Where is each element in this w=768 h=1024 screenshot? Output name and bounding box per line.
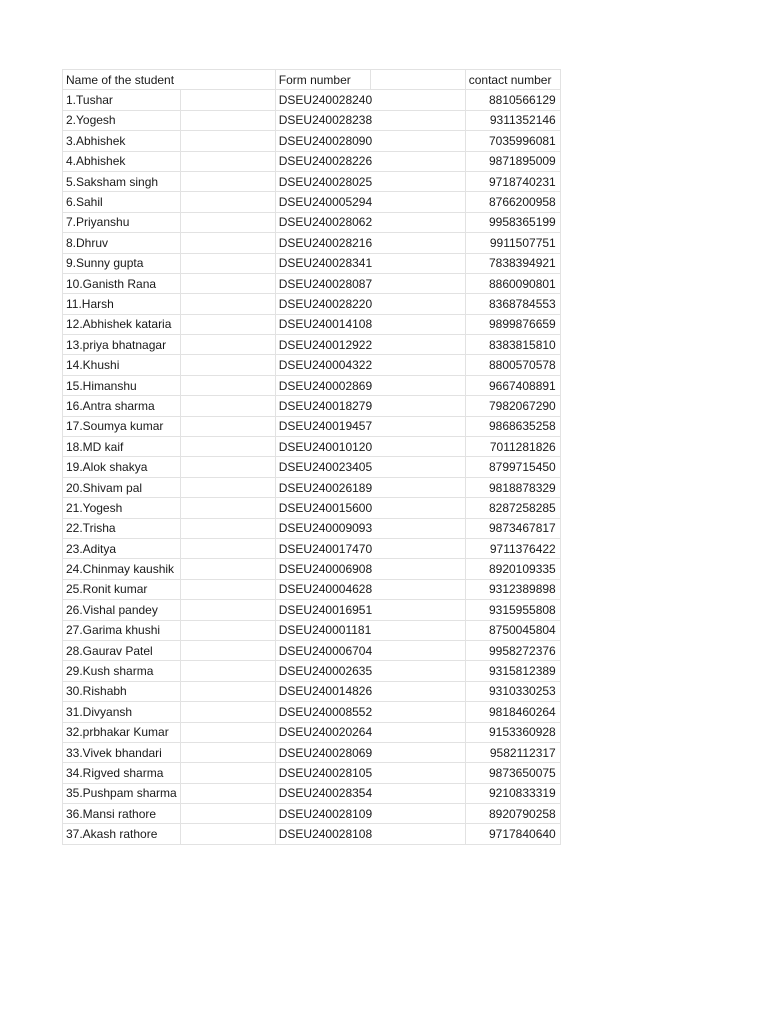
form-number-cell: DSEU240028238 — [275, 110, 465, 130]
student-name-cell: 26.Vishal pandey — [63, 600, 181, 620]
table-row — [63, 498, 561, 518]
student-name-cell: 37.Akash rathore — [63, 824, 181, 844]
table-row — [63, 437, 561, 457]
student-name-cell: 7.Priyanshu — [63, 212, 181, 232]
name-spill-cell — [180, 702, 275, 722]
form-number-cell: DSEU240006908 — [275, 559, 465, 579]
table-row — [63, 824, 561, 844]
contact-number-cell: 9818460264 — [465, 702, 560, 722]
header-form-number: Form number — [275, 70, 370, 90]
name-spill-cell — [180, 538, 275, 558]
table-row — [63, 171, 561, 191]
contact-number-cell: 9958272376 — [465, 640, 560, 660]
name-spill-cell — [180, 355, 275, 375]
table-row — [63, 110, 561, 130]
contact-number-cell: 9873467817 — [465, 518, 560, 538]
contact-number-cell: 9310330253 — [465, 681, 560, 701]
contact-number-cell: 9312389898 — [465, 579, 560, 599]
name-spill-cell — [180, 151, 275, 171]
student-name-cell: 30.Rishabh — [63, 681, 181, 701]
header-row — [63, 70, 561, 90]
contact-number-cell: 7035996081 — [465, 131, 560, 151]
table-row — [63, 600, 561, 620]
name-spill-cell — [180, 131, 275, 151]
student-rows — [63, 90, 561, 844]
form-number-cell: DSEU240028240 — [275, 90, 465, 110]
form-number-cell: DSEU240028216 — [275, 233, 465, 253]
table-row — [63, 518, 561, 538]
contact-number-cell: 8800570578 — [465, 355, 560, 375]
name-spill-cell — [180, 640, 275, 660]
student-name-cell: 10.Ganisth Rana — [63, 273, 181, 293]
name-spill-cell — [180, 579, 275, 599]
name-spill-cell — [180, 396, 275, 416]
table-row — [63, 763, 561, 783]
student-name-cell: 23.Aditya — [63, 538, 181, 558]
form-number-cell: DSEU240019457 — [275, 416, 465, 436]
table-row — [63, 457, 561, 477]
student-name-cell: 4.Abhishek — [63, 151, 181, 171]
student-name-cell: 8.Dhruv — [63, 233, 181, 253]
name-spill-cell — [180, 335, 275, 355]
contact-number-cell: 9958365199 — [465, 212, 560, 232]
student-name-cell: 6.Sahil — [63, 192, 181, 212]
table-row — [63, 742, 561, 762]
contact-number-cell: 9153360928 — [465, 722, 560, 742]
contact-number-cell: 9315812389 — [465, 661, 560, 681]
table-row — [63, 579, 561, 599]
student-name-cell: 1.Tushar — [63, 90, 181, 110]
contact-number-cell: 7982067290 — [465, 396, 560, 416]
student-name-cell: 20.Shivam pal — [63, 477, 181, 497]
student-name-cell: 22.Trisha — [63, 518, 181, 538]
form-number-cell: DSEU240028087 — [275, 273, 465, 293]
name-spill-cell — [180, 110, 275, 130]
name-spill-cell — [180, 416, 275, 436]
table-row — [63, 681, 561, 701]
form-number-cell: DSEU240026189 — [275, 477, 465, 497]
form-number-cell: DSEU240012922 — [275, 335, 465, 355]
name-spill-cell — [180, 498, 275, 518]
contact-number-cell: 9873650075 — [465, 763, 560, 783]
table-row — [63, 273, 561, 293]
student-name-cell: 28.Gaurav Patel — [63, 640, 181, 660]
contact-number-cell: 8766200958 — [465, 192, 560, 212]
name-spill-cell — [180, 273, 275, 293]
table-row — [63, 538, 561, 558]
header-empty-cell — [370, 70, 465, 90]
table-row — [63, 661, 561, 681]
table-row — [63, 620, 561, 640]
contact-number-cell: 9871895009 — [465, 151, 560, 171]
name-spill-cell — [180, 518, 275, 538]
contact-number-cell: 9311352146 — [465, 110, 560, 130]
table-row — [63, 783, 561, 803]
form-number-cell: DSEU240023405 — [275, 457, 465, 477]
form-number-cell: DSEU240028025 — [275, 171, 465, 191]
contact-number-cell: 9582112317 — [465, 742, 560, 762]
contact-number-cell: 8287258285 — [465, 498, 560, 518]
form-number-cell: DSEU240004628 — [275, 579, 465, 599]
student-name-cell: 19.Alok shakya — [63, 457, 181, 477]
form-number-cell: DSEU240006704 — [275, 640, 465, 660]
form-number-cell: DSEU240020264 — [275, 722, 465, 742]
name-spill-cell — [180, 477, 275, 497]
name-spill-cell — [180, 192, 275, 212]
student-name-cell: 18.MD kaif — [63, 437, 181, 457]
contact-number-cell: 8920109335 — [465, 559, 560, 579]
table-row — [63, 233, 561, 253]
table-row — [63, 90, 561, 110]
student-name-cell: 25.Ronit kumar — [63, 579, 181, 599]
table-row — [63, 294, 561, 314]
form-number-cell: DSEU240004322 — [275, 355, 465, 375]
student-name-cell: 2.Yogesh — [63, 110, 181, 130]
contact-number-cell: 8799715450 — [465, 457, 560, 477]
contact-number-cell: 8368784553 — [465, 294, 560, 314]
form-number-cell: DSEU240028341 — [275, 253, 465, 273]
name-spill-cell — [180, 661, 275, 681]
form-number-cell: DSEU240005294 — [275, 192, 465, 212]
name-spill-cell — [180, 314, 275, 334]
name-spill-cell — [180, 559, 275, 579]
form-number-cell: DSEU240028109 — [275, 804, 465, 824]
form-number-cell: DSEU240002635 — [275, 661, 465, 681]
form-number-cell: DSEU240028090 — [275, 131, 465, 151]
form-number-cell: DSEU240028062 — [275, 212, 465, 232]
table-row — [63, 702, 561, 722]
contact-number-cell: 9667408891 — [465, 375, 560, 395]
contact-number-cell: 8810566129 — [465, 90, 560, 110]
student-name-cell: 35.Pushpam sharma — [63, 783, 181, 803]
form-number-cell: DSEU240028108 — [275, 824, 465, 844]
contact-number-cell: 8860090801 — [465, 273, 560, 293]
name-spill-cell — [180, 437, 275, 457]
form-number-cell: DSEU240014826 — [275, 681, 465, 701]
student-name-cell: 9.Sunny gupta — [63, 253, 181, 273]
contact-number-cell: 8383815810 — [465, 335, 560, 355]
student-name-cell: 13.priya bhatnagar — [63, 335, 181, 355]
name-spill-cell — [180, 90, 275, 110]
table-row — [63, 253, 561, 273]
student-name-cell: 24.Chinmay kaushik — [63, 559, 181, 579]
student-name-cell: 31.Divyansh — [63, 702, 181, 722]
contact-number-cell: 7838394921 — [465, 253, 560, 273]
name-spill-cell — [180, 233, 275, 253]
table-row — [63, 375, 561, 395]
form-number-cell: DSEU240008552 — [275, 702, 465, 722]
student-name-cell: 12.Abhishek kataria — [63, 314, 181, 334]
name-spill-cell — [180, 681, 275, 701]
form-number-cell: DSEU240018279 — [275, 396, 465, 416]
header-contact-number: contact number — [465, 70, 560, 90]
student-name-cell: 36.Mansi rathore — [63, 804, 181, 824]
table-row — [63, 559, 561, 579]
form-number-cell: DSEU240028220 — [275, 294, 465, 314]
form-number-cell: DSEU240028105 — [275, 763, 465, 783]
header-name-of-student: Name of the student — [63, 70, 276, 90]
contact-number-cell: 9711376422 — [465, 538, 560, 558]
form-number-cell: DSEU240017470 — [275, 538, 465, 558]
name-spill-cell — [180, 457, 275, 477]
table-row — [63, 131, 561, 151]
table-row — [63, 151, 561, 171]
form-number-cell: DSEU240009093 — [275, 518, 465, 538]
student-name-cell: 11.Harsh — [63, 294, 181, 314]
form-number-cell: DSEU240001181 — [275, 620, 465, 640]
student-name-cell: 33.Vivek bhandari — [63, 742, 181, 762]
contact-number-cell: 9818878329 — [465, 477, 560, 497]
table-row — [63, 314, 561, 334]
contact-number-cell: 9868635258 — [465, 416, 560, 436]
name-spill-cell — [180, 253, 275, 273]
contact-number-cell: 8750045804 — [465, 620, 560, 640]
name-spill-cell — [180, 722, 275, 742]
table-row — [63, 396, 561, 416]
form-number-cell: DSEU240028226 — [275, 151, 465, 171]
table-row — [63, 477, 561, 497]
name-spill-cell — [180, 763, 275, 783]
name-spill-cell — [180, 824, 275, 844]
contact-number-cell: 7011281826 — [465, 437, 560, 457]
contact-number-cell: 9911507751 — [465, 233, 560, 253]
student-name-cell: 21.Yogesh — [63, 498, 181, 518]
name-spill-cell — [180, 171, 275, 191]
form-number-cell: DSEU240028354 — [275, 783, 465, 803]
contact-number-cell: 9718740231 — [465, 171, 560, 191]
table-row — [63, 722, 561, 742]
name-spill-cell — [180, 742, 275, 762]
name-spill-cell — [180, 804, 275, 824]
name-spill-cell — [180, 294, 275, 314]
student-name-cell: 5.Saksham singh — [63, 171, 181, 191]
contact-number-cell: 9717840640 — [465, 824, 560, 844]
contact-number-cell: 9315955808 — [465, 600, 560, 620]
form-number-cell: DSEU240014108 — [275, 314, 465, 334]
table-row — [63, 335, 561, 355]
table-row — [63, 355, 561, 375]
form-number-cell: DSEU240002869 — [275, 375, 465, 395]
student-name-cell: 27.Garima khushi — [63, 620, 181, 640]
form-number-cell: DSEU240015600 — [275, 498, 465, 518]
student-name-cell: 14.Khushi — [63, 355, 181, 375]
name-spill-cell — [180, 620, 275, 640]
table-row — [63, 192, 561, 212]
form-number-cell: DSEU240028069 — [275, 742, 465, 762]
table-row — [63, 804, 561, 824]
student-name-cell: 16.Antra sharma — [63, 396, 181, 416]
student-name-cell: 3.Abhishek — [63, 131, 181, 151]
student-name-cell: 34.Rigved sharma — [63, 763, 181, 783]
student-name-cell: 29.Kush sharma — [63, 661, 181, 681]
contact-number-cell: 8920790258 — [465, 804, 560, 824]
name-spill-cell — [180, 600, 275, 620]
student-name-cell: 32.prbhakar Kumar — [63, 722, 181, 742]
student-contact-table — [62, 69, 561, 845]
student-name-cell: 17.Soumya kumar — [63, 416, 181, 436]
table-row — [63, 640, 561, 660]
table-row — [63, 212, 561, 232]
form-number-cell: DSEU240010120 — [275, 437, 465, 457]
contact-number-cell: 9210833319 — [465, 783, 560, 803]
contact-number-cell: 9899876659 — [465, 314, 560, 334]
form-number-cell: DSEU240016951 — [275, 600, 465, 620]
table-row — [63, 416, 561, 436]
student-name-cell: 15.Himanshu — [63, 375, 181, 395]
name-spill-cell — [180, 375, 275, 395]
name-spill-cell — [180, 212, 275, 232]
name-spill-cell — [180, 783, 275, 803]
